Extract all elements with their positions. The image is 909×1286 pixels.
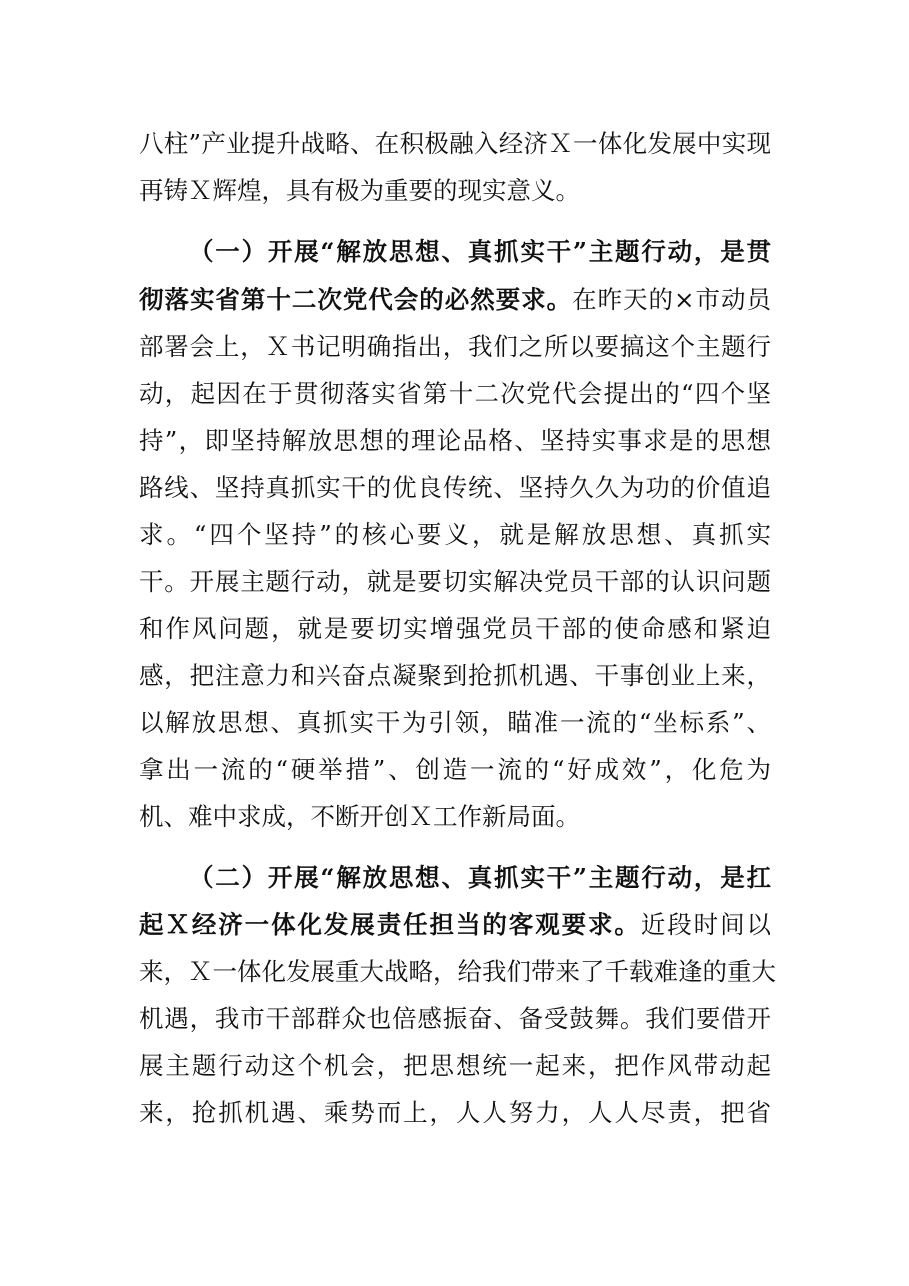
line-text: 机遇，我市干部群众也倍感振奋、备受鼓舞。我们要借开 xyxy=(139,1004,771,1033)
line-text: 持”，即坚持解放思想的理论品格、坚持实事求是的思想 xyxy=(139,426,771,455)
line-text: 干。开展主题行动，就是要切实解决党员干部的认识问题 xyxy=(139,567,771,596)
body-line xyxy=(139,327,771,367)
body-line xyxy=(139,999,771,1039)
section-heading-1-line xyxy=(139,280,771,320)
body-line xyxy=(139,656,771,696)
body-line xyxy=(139,515,771,555)
heading-text: 起Ｘ经济一体化发展责任担当的客观要求。 xyxy=(139,910,641,939)
line-text: 在昨天的×市动员 xyxy=(572,285,771,314)
line-text: 展主题行动这个机会，把思想统一起来，把作风带动起 xyxy=(139,1051,771,1080)
heading-text: （二）开展“解放思想、真抓实干”主题行动，是扛 xyxy=(189,863,771,892)
line-text: 拿出一流的“硬举措”、创造一流的“好成效”，化危为 xyxy=(139,755,771,784)
body-line xyxy=(139,750,771,790)
line-text: 动，起因在于贯彻落实省第十二次党代会提出的“四个坚 xyxy=(139,379,771,408)
line-text: 再铸Ｘ辉煌，具有极为重要的现实意义。 xyxy=(139,176,580,205)
line-text: 以解放思想、真抓实干为引领，瞄准一流的“坐标系”、 xyxy=(139,708,771,737)
line-text: 机、难中求成，不断开创Ｘ工作新局面。 xyxy=(139,802,580,831)
body-line xyxy=(139,1046,771,1086)
heading-text: 彻落实省第十二次党代会的必然要求。 xyxy=(139,285,573,314)
line-text: 来，Ｘ一体化发展重大战略，给我们带来了千载难逢的重大 xyxy=(139,957,776,986)
line-text: 近段时间以 xyxy=(640,910,772,939)
line-text: 和作风问题，就是要切实增强党员干部的使命感和紧迫 xyxy=(139,614,771,643)
line-text: 部署会上，Ｘ书记明确指出，我们之所以要搞这个主题行 xyxy=(139,332,771,361)
body-line xyxy=(139,468,771,508)
line-text: 求。“四个坚持”的核心要义，就是解放思想、真抓实 xyxy=(139,520,771,549)
body-line xyxy=(139,421,771,461)
body-line xyxy=(139,952,776,992)
heading-text: （一）开展“解放思想、真抓实干”主题行动，是贯 xyxy=(189,237,771,266)
section-heading-2-line xyxy=(139,905,771,945)
line-text: 路线、坚持真抓实干的优良传统、坚持久久为功的价值追 xyxy=(139,473,771,502)
body-line xyxy=(139,562,771,602)
body-line xyxy=(139,171,771,211)
body-line xyxy=(139,374,771,414)
body-line xyxy=(139,1093,771,1133)
line-text: 八柱”产业提升战略、在积极融入经济Ｘ一体化发展中实现 xyxy=(139,129,771,158)
body-line xyxy=(139,703,771,743)
section-heading-2-line xyxy=(189,858,771,898)
section-heading-1-line xyxy=(189,232,771,272)
body-line xyxy=(139,609,771,649)
line-text: 感，把注意力和兴奋点凝聚到抢抓机遇、干事创业上来， xyxy=(139,661,771,690)
body-line xyxy=(139,124,771,164)
body-line xyxy=(139,797,771,837)
line-text: 来，抢抓机遇、乘势而上，人人努力，人人尽责，把省 xyxy=(139,1098,771,1127)
